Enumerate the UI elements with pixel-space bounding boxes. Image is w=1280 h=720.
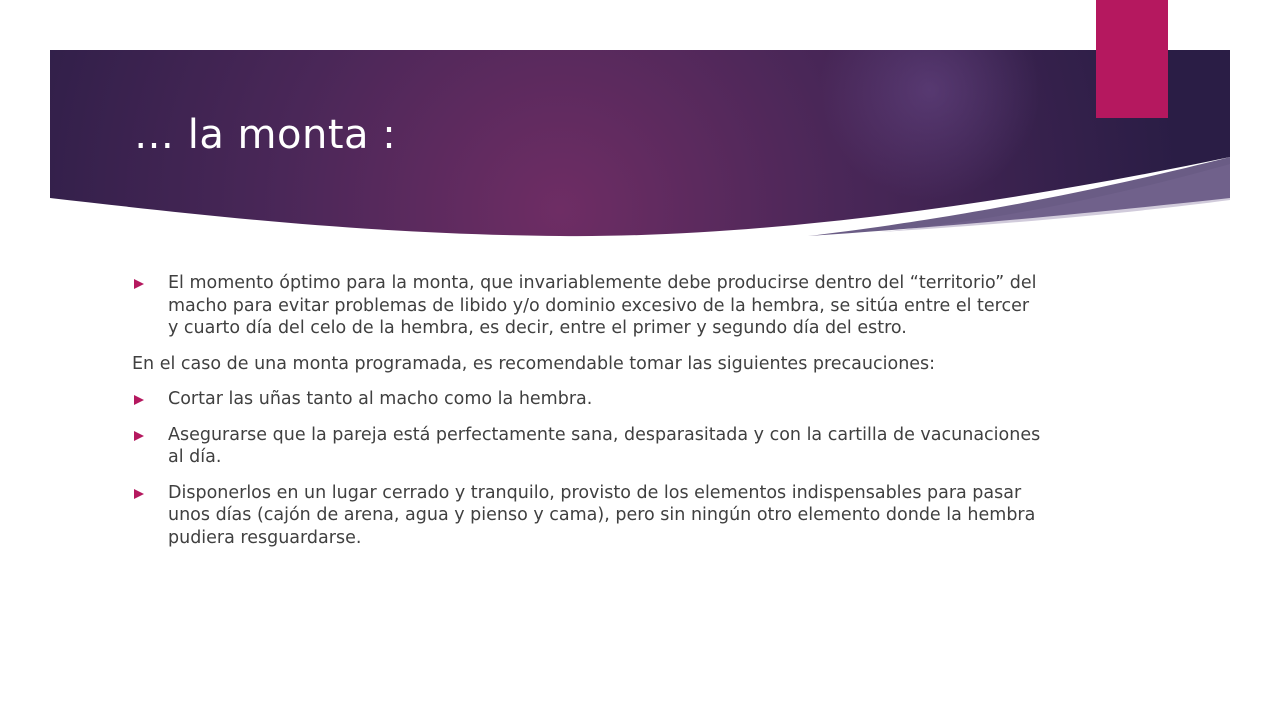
plain-paragraph [132, 353, 1042, 376]
slide-title: … la monta : [134, 112, 397, 158]
triangle-bullet-icon [134, 279, 144, 289]
bullet-paragraph [132, 482, 1042, 550]
paragraph-text: En el caso de una monta programada, es recomendable tomar las siguientes precauciones: [132, 353, 936, 374]
bullet-paragraph [132, 272, 1042, 340]
bullet-paragraph [132, 424, 1042, 469]
paragraph-text: El momento óptimo para la monta, que invariablemente debe producirse dentro del “territorio” del macho para evitar problemas de libido y/o dominio excesivo de la hembra, se sitúa entre el tercer y cuarto día del celo de la hembra, es decir, entre el primer y segundo día del estro. [168, 273, 1037, 338]
triangle-bullet-icon [134, 489, 144, 499]
slide-body [132, 272, 1042, 562]
accent-tab [1096, 0, 1168, 118]
paragraph-text: Cortar las uñas tanto al macho como la hembra. [168, 389, 593, 409]
paragraph-text: Disponerlos en un lugar cerrado y tranquilo, provisto de los elementos indispensables para pasar unos días (cajón de arena, agua y pienso y cama), pero sin ningún otro elemento donde la hembra pudiera resguardarse. [168, 482, 1036, 548]
paragraph-text: Asegurarse que la pareja está perfectamente sana, desparasitada y con la cartilla de vacunaciones al día. [168, 424, 1041, 467]
triangle-bullet-icon [134, 431, 144, 441]
triangle-bullet-icon [134, 395, 144, 405]
bullet-paragraph [132, 388, 1042, 411]
